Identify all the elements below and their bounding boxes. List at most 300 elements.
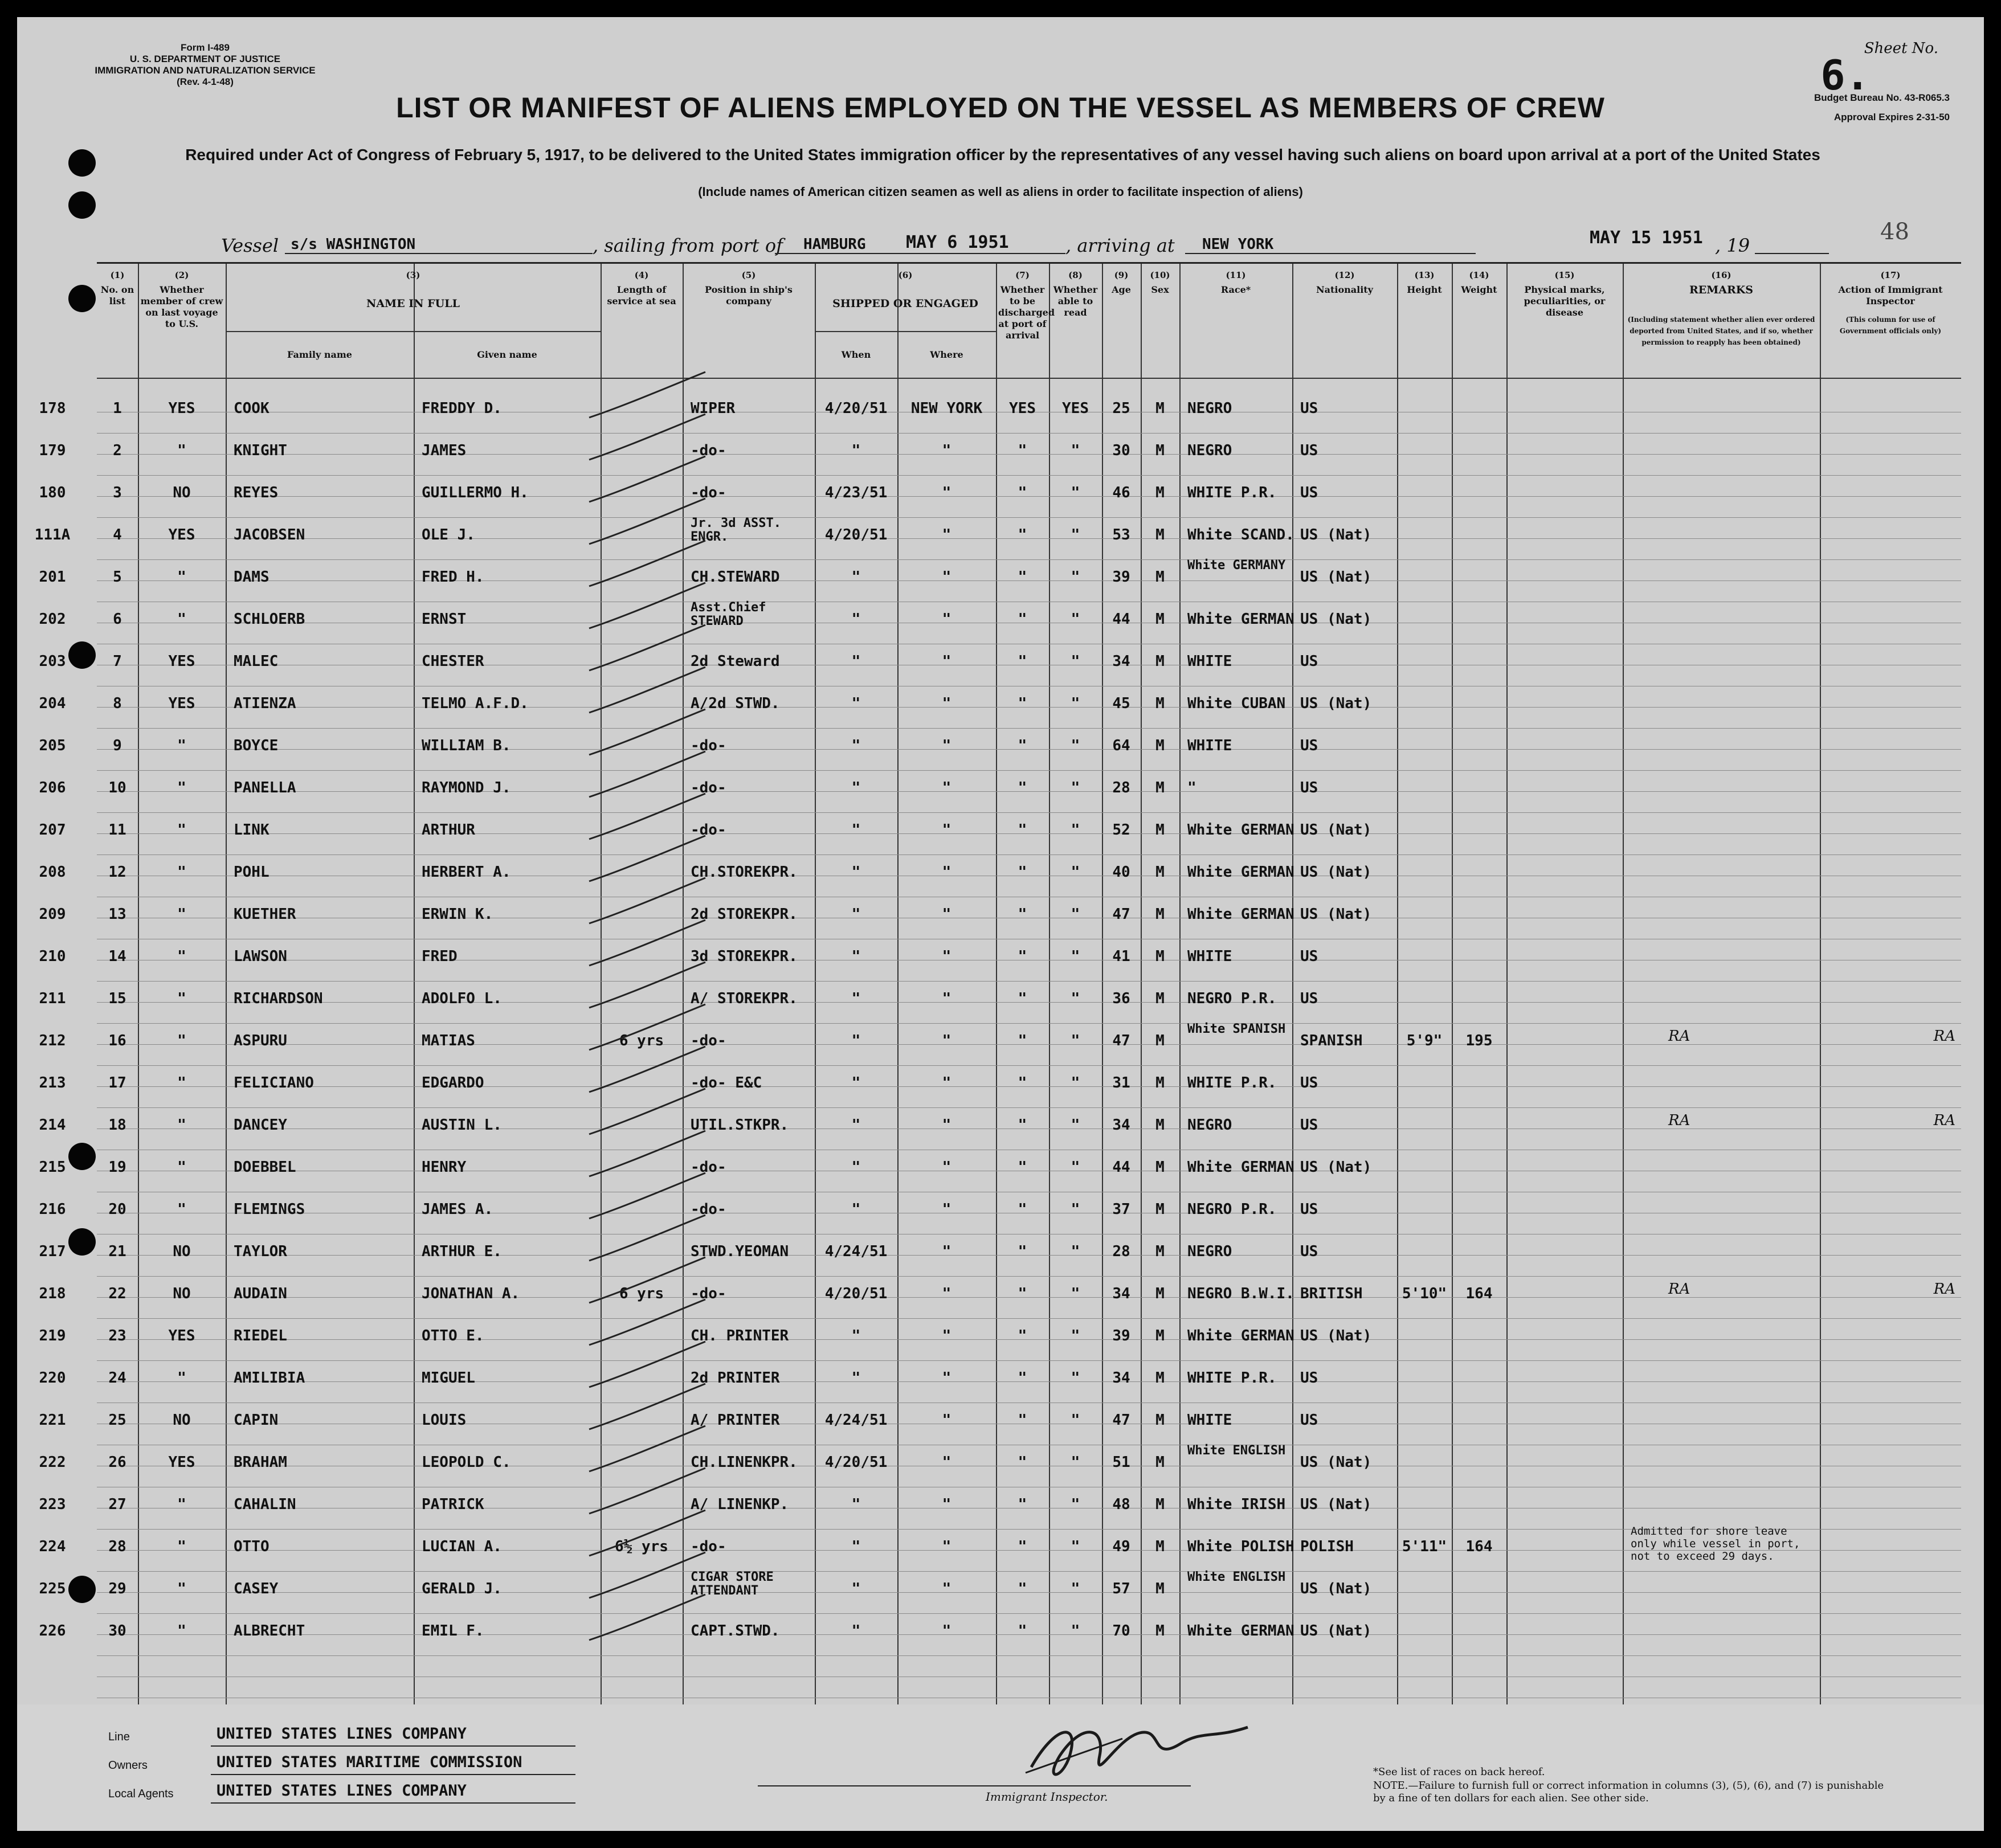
cell-family: RIEDEL (234, 1327, 287, 1344)
column-number-c5: (5) (741, 270, 756, 280)
arriving-label: , arriving at (1065, 235, 1175, 256)
cell-age: 28 (1112, 1243, 1130, 1260)
cell-position: 2d Steward (691, 653, 780, 670)
cell-read: " (1071, 1580, 1080, 1597)
cell-nat: US (1300, 442, 1318, 459)
cell-position: CH. PRINTER (691, 1327, 789, 1344)
corner-number: 48 (1880, 219, 1909, 245)
cell-given: FREDDY D. (422, 400, 502, 417)
check-stroke (589, 372, 705, 418)
cell-where: " (942, 821, 952, 839)
cell-race: NEGRO (1187, 1243, 1232, 1260)
cell-nat: US (Nat) (1300, 526, 1372, 543)
cell-race: White SCAND. (1187, 526, 1294, 543)
cell-position: -do- (691, 821, 726, 839)
column-number-c17: (17) (1880, 270, 1901, 280)
cell-given: EMIL F. (422, 1622, 484, 1640)
cell-family: TAYLOR (234, 1243, 287, 1260)
cell-age: 40 (1112, 864, 1130, 881)
cell-service: 6½ yrs (615, 1538, 668, 1555)
cell-given: ARTHUR E. (422, 1243, 502, 1260)
cell-where: NEW YORK (910, 400, 983, 417)
cell-service: 6 yrs (619, 1285, 664, 1302)
cell-prev: " (177, 821, 186, 839)
cell-race: NEGRO B.W.I. (1187, 1285, 1294, 1302)
cell-position: -do- (691, 1285, 726, 1302)
cell-sex: M (1155, 737, 1165, 754)
cell-race: WHITE P.R. (1187, 1369, 1277, 1387)
column-header-c8: Whether able to read (1053, 284, 1098, 318)
cell-nat: US (1300, 653, 1318, 670)
cell-when: " (851, 695, 861, 712)
check-stroke (589, 456, 705, 502)
cell-when: " (851, 611, 861, 628)
penalty-note: NOTE.—Failure to furnish full or correct information in columns (3), (5), (6), and (7) is punishable by a fine of ten dollars for each alien. See other side. (1373, 1780, 1884, 1804)
cell-prev: YES (168, 400, 195, 417)
cell-read: " (1071, 1074, 1080, 1091)
cell-age: 70 (1112, 1622, 1130, 1640)
cell-given: LUCIAN A. (422, 1538, 502, 1555)
cell-no: 16 (108, 1032, 126, 1049)
column-number-c11: (11) (1226, 270, 1246, 280)
cell-when: " (851, 1496, 861, 1513)
cell-given: GUILLERMO H. (422, 484, 529, 501)
cell-where: " (942, 569, 952, 586)
punch-hole (68, 149, 96, 177)
footer (17, 1704, 1984, 1831)
cell-no: 9 (113, 737, 122, 754)
year-label: , 19 (1715, 235, 1750, 256)
cell-age: 45 (1112, 695, 1130, 712)
cell-where: " (942, 442, 952, 459)
check-stroke (589, 1384, 705, 1429)
cell-read: " (1071, 442, 1080, 459)
cell-where: " (942, 1117, 952, 1134)
cell-read: " (1071, 1538, 1080, 1555)
cell-race: White GERMAN (1187, 864, 1294, 881)
sheet-number: 6. (1820, 51, 1870, 99)
cell-nat: US (Nat) (1300, 1327, 1372, 1344)
cell-when: 4/20/51 (824, 1454, 888, 1471)
column-header-c11: Race* (1220, 284, 1251, 295)
cell-race: White GERMAN (1187, 821, 1294, 839)
cell-race: White ENGLISH (1187, 1570, 1286, 1584)
row-reference-number: 209 (39, 906, 66, 923)
cell-read: " (1071, 526, 1080, 543)
cell-family: KUETHER (234, 906, 296, 923)
cell-prev: " (177, 442, 186, 459)
cell-age: 64 (1112, 737, 1130, 754)
cell-age: 47 (1112, 1412, 1130, 1429)
row-reference-number: 220 (39, 1369, 66, 1387)
cell-given: PATRICK (422, 1496, 484, 1513)
cell-prev: " (177, 1369, 186, 1387)
cell-race: White GERMAN (1187, 906, 1294, 923)
cell-disch: " (1018, 1201, 1027, 1218)
cell-no: 29 (108, 1580, 126, 1597)
row-reference-number: 211 (39, 990, 66, 1007)
cell-no: 28 (108, 1538, 126, 1555)
cell-family: FLEMINGS (234, 1201, 305, 1218)
cell-age: 41 (1112, 948, 1130, 965)
page-title: LIST OR MANIFEST OF ALIENS EMPLOYED ON THE VESSEL AS MEMBERS OF CREW (396, 92, 1605, 124)
row-reference-number: 179 (39, 442, 66, 459)
check-stroke (589, 1552, 705, 1598)
cell-disch: " (1018, 864, 1027, 881)
cell-sex: M (1155, 1454, 1165, 1471)
cell-read: YES (1062, 400, 1089, 417)
cell-no: 12 (108, 864, 126, 881)
cell-given: LEOPOLD C. (422, 1454, 511, 1471)
column-subheader-remarks: (Including statement whether alien ever ordered deported from United States, and if so, whether permission to reapply has been obtained) (1627, 316, 1815, 346)
column-header-c1: No. on list (100, 284, 134, 306)
cell-when: " (851, 737, 861, 754)
cell-no: 11 (108, 821, 126, 839)
cell-disch: " (1018, 1159, 1027, 1176)
column-header-c2: Whether member of crew on last voyage to U.S. (140, 284, 223, 329)
agents-label: Local Agents (108, 1788, 174, 1800)
check-stroke (589, 414, 705, 460)
cell-height: 5'11" (1402, 1538, 1447, 1555)
cell-race: WHITE (1187, 948, 1232, 965)
cell-sex: M (1155, 1032, 1165, 1049)
cell-disch: " (1018, 990, 1027, 1007)
cell-race: WHITE (1187, 737, 1232, 754)
cell-age: 53 (1112, 526, 1130, 543)
cell-no: 24 (108, 1369, 126, 1387)
column-header-c13: Height (1407, 284, 1442, 295)
cell-family: ASPURU (234, 1032, 287, 1049)
cell-where: " (942, 484, 952, 501)
check-stroke (589, 920, 705, 966)
departure-date: MAY 6 1951 (906, 232, 1009, 252)
cell-given: FRED (422, 948, 458, 965)
cell-disch: " (1018, 821, 1027, 839)
cell-prev: " (177, 1201, 186, 1218)
cell-position: 2d STOREKPR. (691, 906, 798, 923)
check-stroke (589, 962, 705, 1008)
cell-prev: " (177, 1159, 186, 1176)
cell-position: -do- (691, 1159, 726, 1176)
column-number-c9: (9) (1114, 270, 1129, 280)
cell-disch: " (1018, 1622, 1027, 1640)
cell-nat: SPANISH (1300, 1032, 1363, 1049)
cell-when: " (851, 1622, 861, 1640)
vessel-name: s/s WASHINGTON (291, 236, 416, 253)
check-stroke (589, 1131, 705, 1176)
sailing-label: , sailing from port of (593, 235, 783, 256)
cell-when: " (851, 990, 861, 1007)
cell-prev: YES (168, 1454, 195, 1471)
cell-weight: 164 (1465, 1538, 1493, 1555)
cell-read: " (1071, 1412, 1080, 1429)
cell-age: 34 (1112, 1285, 1130, 1302)
cell-age: 30 (1112, 442, 1130, 459)
column-number-c3: (3) (406, 270, 420, 280)
cell-position: Asst.Chief STEWARD (691, 600, 766, 628)
cell-age: 28 (1112, 779, 1130, 796)
check-stroke (589, 667, 705, 713)
cell-read: " (1071, 737, 1080, 754)
cell-read: " (1071, 653, 1080, 670)
cell-race: WHITE (1187, 1412, 1232, 1429)
cell-no: 18 (108, 1117, 126, 1134)
row-reference-number: 222 (39, 1454, 66, 1471)
cell-sex: M (1155, 484, 1165, 501)
cell-where: " (942, 695, 952, 712)
cell-race: White SPANISH (1187, 1022, 1286, 1036)
cell-age: 47 (1112, 1032, 1130, 1049)
column-header-where: Where (930, 349, 963, 360)
cell-prev: " (177, 1622, 186, 1640)
cell-where: " (942, 1243, 952, 1260)
check-stroke (589, 794, 705, 839)
cell-prev: " (177, 1032, 186, 1049)
cell-race: White ENGLISH (1187, 1444, 1286, 1458)
cell-family: COOK (234, 400, 269, 417)
cell-disch: " (1018, 1538, 1027, 1555)
cell-given: ERNST (422, 611, 467, 628)
cell-where: " (942, 990, 952, 1007)
cell-given: AUSTIN L. (422, 1117, 502, 1134)
cell-nat: US (1300, 1074, 1318, 1091)
cell-read: " (1071, 1454, 1080, 1471)
cell-disch: " (1018, 1285, 1027, 1302)
punch-hole (68, 285, 96, 312)
cell-given: JAMES A. (422, 1201, 493, 1218)
cell-remarks: RA (1668, 1028, 1690, 1045)
cell-given: GERALD J. (422, 1580, 502, 1597)
check-stroke (589, 751, 705, 797)
cell-given: OTTO E. (422, 1327, 484, 1344)
column-header-given-name: Given name (477, 349, 537, 360)
row-reference-number: 207 (39, 821, 66, 839)
cell-prev: YES (168, 653, 195, 670)
cell-when: " (851, 906, 861, 923)
cell-when: " (851, 821, 861, 839)
cell-when: " (851, 1327, 861, 1344)
row-reference-number: 218 (39, 1285, 66, 1302)
cell-action: RA (1933, 1028, 1955, 1045)
cell-position: -do- (691, 779, 726, 796)
cell-no: 17 (108, 1074, 126, 1091)
cell-when: " (851, 1159, 861, 1176)
cell-where: " (942, 1032, 952, 1049)
column-header-when: When (841, 349, 871, 360)
budget-bureau-number: Budget Bureau No. 43-R065.3 (1814, 92, 1950, 103)
cell-when: " (851, 779, 861, 796)
cell-family: KNIGHT (234, 442, 287, 459)
cell-family: FELICIANO (234, 1074, 314, 1091)
cell-nat: US (Nat) (1300, 1496, 1372, 1513)
row-reference-number: 213 (39, 1074, 66, 1091)
column-number-c8: (8) (1068, 270, 1083, 280)
cell-race: White CUBAN (1187, 695, 1286, 712)
cell-where: " (942, 864, 952, 881)
inspector-label: Immigrant Inspector. (986, 1790, 1108, 1804)
row-reference-number: 215 (39, 1159, 66, 1176)
cell-read: " (1071, 906, 1080, 923)
cell-position: CIGAR STORE ATTENDANT (691, 1570, 774, 1598)
cell-when: " (851, 653, 861, 670)
cell-sex: M (1155, 1074, 1165, 1091)
cell-prev: NO (173, 1412, 191, 1429)
column-number-c14: (14) (1469, 270, 1489, 280)
race-note: *See list of races on back hereof. (1373, 1766, 1545, 1778)
cell-age: 34 (1112, 1117, 1130, 1134)
department-name: U. S. DEPARTMENT OF JUSTICE (129, 54, 281, 64)
cell-family: RICHARDSON (234, 990, 323, 1007)
cell-where: " (942, 1369, 952, 1387)
check-stroke (589, 1342, 705, 1387)
cell-prev: " (177, 779, 186, 796)
cell-disch: " (1018, 779, 1027, 796)
cell-given: JAMES (422, 442, 467, 459)
cell-height: 5'9" (1406, 1032, 1443, 1049)
cell-given: ADOLFO L. (422, 990, 502, 1007)
cell-no: 5 (113, 569, 122, 586)
cell-family: OTTO (234, 1538, 269, 1555)
cell-where: " (942, 653, 952, 670)
cell-disch: " (1018, 484, 1027, 501)
cell-prev: " (177, 1580, 186, 1597)
cell-given: JONATHAN A. (422, 1285, 520, 1302)
cell-read: " (1071, 1117, 1080, 1134)
form-revision: (Rev. 4-1-48) (177, 76, 234, 87)
row-reference-number: 226 (39, 1622, 66, 1640)
cell-read: " (1071, 821, 1080, 839)
cell-family: ALBRECHT (234, 1622, 305, 1640)
cell-family: ATIENZA (234, 695, 296, 712)
cell-no: 30 (108, 1622, 126, 1640)
cell-age: 34 (1112, 1369, 1130, 1387)
column-subheader-action: (This column for use of Government officials only) (1839, 316, 1942, 335)
cell-prev: " (177, 1496, 186, 1513)
cell-when: " (851, 864, 861, 881)
cell-sex: M (1155, 1496, 1165, 1513)
cell-remarks: RA (1668, 1112, 1690, 1129)
column-number-c10: (10) (1150, 270, 1170, 280)
cell-prev: " (177, 737, 186, 754)
cell-service: 6 yrs (619, 1032, 664, 1049)
cell-age: 36 (1112, 990, 1130, 1007)
cell-family: MALEC (234, 653, 279, 670)
cell-age: 37 (1112, 1201, 1130, 1218)
cell-when: " (851, 1201, 861, 1218)
row-reference-number: 225 (39, 1580, 66, 1597)
manifest-sheet (17, 17, 1984, 1831)
cell-sex: M (1155, 1117, 1165, 1134)
cell-sex: M (1155, 569, 1165, 586)
check-stroke (589, 836, 705, 881)
cell-nat: US (Nat) (1300, 569, 1372, 586)
cell-no: 3 (113, 484, 122, 501)
cell-sex: M (1155, 695, 1165, 712)
cell-position: -do- (691, 484, 726, 501)
cell-nat: US (Nat) (1300, 1580, 1372, 1597)
cell-nat: US (1300, 1201, 1318, 1218)
cell-prev: " (177, 1117, 186, 1134)
cell-nat: US (Nat) (1300, 1622, 1372, 1640)
cell-age: 48 (1112, 1496, 1130, 1513)
cell-action: RA (1933, 1281, 1955, 1298)
check-stroke (589, 541, 705, 586)
cell-prev: " (177, 569, 186, 586)
cell-when: " (851, 1369, 861, 1387)
cell-no: 19 (108, 1159, 126, 1176)
cell-remarks: Admitted for shore leave only while vessel in port, not to exceed 29 days. (1631, 1525, 1800, 1563)
column-header-c5: Position in ship's company (705, 284, 793, 306)
cell-family: JACOBSEN (234, 526, 305, 543)
cell-no: 15 (108, 990, 126, 1007)
row-reference-number: 180 (39, 484, 66, 501)
column-header-c12: Nationality (1316, 284, 1373, 295)
column-header-family-name: Family name (287, 349, 352, 360)
form-number: Form I-489 (181, 42, 230, 53)
row-reference-number: 208 (39, 864, 66, 881)
cell-given: HENRY (422, 1159, 467, 1176)
cell-disch: " (1018, 1454, 1027, 1471)
cell-no: 27 (108, 1496, 126, 1513)
cell-prev: YES (168, 1327, 195, 1344)
cell-when: " (851, 1580, 861, 1597)
cell-read: " (1071, 1201, 1080, 1218)
cell-read: " (1071, 779, 1080, 796)
column-header-c3: NAME IN FULL (366, 297, 460, 310)
column-number-c4: (4) (634, 270, 649, 280)
cell-disch: " (1018, 906, 1027, 923)
cell-position: CAPT.STWD. (691, 1622, 780, 1640)
column-header-c16: REMARKS (1689, 284, 1754, 296)
column-number-c15: (15) (1554, 270, 1575, 280)
cell-age: 52 (1112, 821, 1130, 839)
cell-race: White GERMAN (1187, 1159, 1294, 1176)
cell-family: CASEY (234, 1580, 279, 1597)
arrival-port: NEW YORK (1202, 236, 1274, 253)
cell-position: -do- (691, 737, 726, 754)
cell-given: CHESTER (422, 653, 484, 670)
column-header-c10: Sex (1151, 284, 1169, 295)
cell-age: 34 (1112, 653, 1130, 670)
cell-sex: M (1155, 821, 1165, 839)
cell-disch: " (1018, 442, 1027, 459)
cell-position: CH.LINENKPR. (691, 1454, 798, 1471)
inclusion-note: (Include names of American citizen seamen as well as aliens in order to facilitate inspection of aliens) (698, 185, 1303, 199)
cell-given: OLE J. (422, 526, 475, 543)
cell-age: 44 (1112, 611, 1130, 628)
row-reference-number: 219 (39, 1327, 66, 1344)
cell-position: -do- (691, 442, 726, 459)
cell-nat: US (Nat) (1300, 611, 1372, 628)
cell-given: ERWIN K. (422, 906, 493, 923)
cell-race: NEGRO (1187, 1117, 1232, 1134)
cell-sex: M (1155, 1622, 1165, 1640)
cell-where: " (942, 1285, 952, 1302)
cell-where: " (942, 1538, 952, 1555)
cell-position: -do- (691, 1538, 726, 1555)
cell-when: " (851, 442, 861, 459)
vessel-label: Vessel (221, 235, 279, 256)
cell-read: " (1071, 948, 1080, 965)
cell-position: A/ STOREKPR. (691, 990, 798, 1007)
row-reference-number: 204 (39, 695, 66, 712)
row-reference-number: 210 (39, 948, 66, 965)
cell-nat: US (1300, 1369, 1318, 1387)
cell-where: " (942, 1074, 952, 1091)
check-stroke (589, 498, 705, 544)
row-reference-number: 203 (39, 653, 66, 670)
cell-when: 4/20/51 (824, 1285, 888, 1302)
